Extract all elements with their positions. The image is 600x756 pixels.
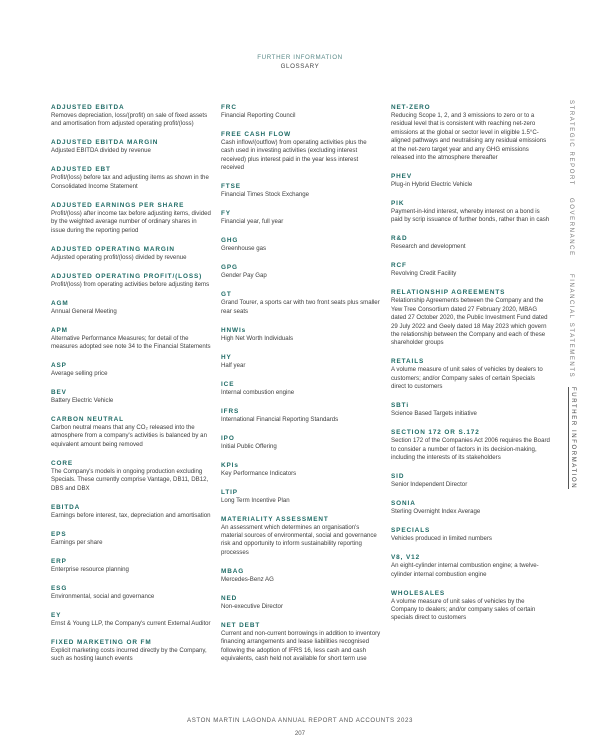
glossary-entry bbox=[391, 589, 551, 623]
glossary-definition: Adjusted operating profit/(loss) divided by revenue bbox=[51, 253, 187, 261]
glossary-definition: Half year bbox=[221, 361, 246, 369]
glossary-definition: Financial Reporting Council bbox=[221, 112, 296, 119]
glossary-definition: Initial Public Offering bbox=[221, 442, 277, 450]
glossary-column-2 bbox=[221, 103, 381, 673]
glossary-definition: Greenhouse gas bbox=[221, 245, 267, 253]
glossary-term: AGM bbox=[51, 299, 69, 307]
page-footer bbox=[0, 716, 600, 739]
glossary-term: IFRS bbox=[221, 407, 240, 415]
glossary-term: WHOLESALES bbox=[391, 589, 446, 597]
glossary-column-1 bbox=[51, 103, 211, 673]
glossary-term: HNWIs bbox=[221, 326, 247, 334]
glossary-term: FIXED MARKETING OR FM bbox=[51, 638, 152, 646]
glossary-term: GHG bbox=[221, 237, 239, 245]
glossary-entry bbox=[221, 236, 381, 253]
glossary-term: FY bbox=[221, 210, 231, 218]
glossary-term: ADJUSTED EBITDA MARGIN bbox=[51, 139, 159, 147]
nav-further-information[interactable]: FURTHER INFORMATION bbox=[570, 387, 576, 490]
glossary-definition: Carbon neutral means that any CO₂ released into the atmosphere from a company's activities is balanced by an equivalent amount being removed bbox=[51, 424, 207, 448]
glossary-definition: Plug-in Hybrid Electric Vehicle bbox=[391, 181, 473, 189]
glossary-entry bbox=[51, 557, 211, 574]
glossary-definition: High Net Worth Individuals bbox=[221, 334, 294, 342]
glossary-definition: Profit/(loss) before tax and adjusting items as shown in the Consolidated Income Statement bbox=[51, 174, 209, 190]
glossary-entry bbox=[391, 261, 551, 278]
glossary-definition: The Company's models in ongoing production excluding Specials. These currently comprise Vantage, DB11, DB12, DBS and DBX bbox=[51, 467, 209, 492]
glossary-entry bbox=[51, 503, 211, 520]
glossary-entry bbox=[221, 182, 381, 199]
glossary-definition: Financial Times Stock Exchange bbox=[221, 191, 310, 199]
glossary-definition: Battery Electric Vehicle bbox=[51, 397, 114, 405]
glossary-entry bbox=[221, 130, 381, 173]
glossary-entry bbox=[221, 434, 381, 451]
glossary-term: HY bbox=[221, 353, 232, 361]
glossary-definition: Profit/(loss) after income tax before adjusting items, divided by the weighted average number of ordinary shares in issue during the reporting period bbox=[51, 209, 211, 234]
glossary-term: CARBON NEUTRAL bbox=[51, 416, 124, 424]
glossary-term: ADJUSTED EARNINGS PER SHARE bbox=[51, 201, 185, 209]
glossary-entry bbox=[51, 103, 211, 129]
glossary-term: R&D bbox=[391, 235, 408, 243]
glossary-term: EPS bbox=[51, 530, 67, 538]
glossary-definition: Vehicles produced in limited numbers bbox=[391, 535, 492, 543]
glossary-term: V8, V12 bbox=[391, 554, 421, 562]
glossary-entry bbox=[221, 353, 381, 370]
glossary-entry bbox=[51, 611, 211, 628]
glossary-entry bbox=[51, 299, 211, 316]
glossary-term: EY bbox=[51, 611, 62, 619]
glossary-definition: Mercedes-Benz AG bbox=[221, 575, 274, 583]
nav-strategic-report[interactable]: STRATEGIC REPORT bbox=[568, 100, 574, 187]
glossary-entry bbox=[221, 380, 381, 397]
glossary-entry bbox=[51, 361, 211, 378]
glossary-entry bbox=[51, 459, 211, 493]
glossary-term: LTIP bbox=[221, 488, 238, 496]
glossary-entry bbox=[221, 103, 381, 120]
glossary-term: SBTi bbox=[391, 402, 410, 410]
glossary-definition: Relationship Agreements between the Company and the Yew Tree Consortium dated 27 February 2020, MBAG dated 27 October 2020, the Public Investment Fund dated 29 July 2022 and Geely dated 18 May 2023 which govern the relationship between the Company and each of these shareholder groups bbox=[391, 297, 548, 347]
glossary-entry bbox=[51, 245, 211, 262]
glossary-entry bbox=[51, 388, 211, 405]
glossary-entry bbox=[391, 288, 551, 347]
glossary-entry bbox=[51, 530, 211, 547]
glossary-entry bbox=[51, 415, 211, 449]
glossary-term: EBITDA bbox=[51, 503, 81, 511]
glossary-term: ADJUSTED EBT bbox=[51, 166, 111, 174]
glossary-definition: Earnings before interest, tax, depreciation and amortisation bbox=[51, 511, 211, 519]
glossary-definition: Earnings per share bbox=[51, 538, 103, 546]
nav-financial-statements[interactable]: FINANCIAL STATEMENTS bbox=[568, 274, 574, 379]
glossary-entry bbox=[391, 103, 551, 162]
glossary-term: ADJUSTED EBITDA bbox=[51, 104, 125, 111]
glossary-column-3 bbox=[391, 103, 551, 632]
glossary-term: RELATIONSHIP AGREEMENTS bbox=[391, 289, 506, 297]
glossary-definition: Long Term Incentive Plan bbox=[221, 496, 290, 504]
glossary-term: FREE CASH FLOW bbox=[221, 131, 292, 138]
glossary-entry bbox=[51, 272, 211, 289]
glossary-term: GPG bbox=[221, 264, 238, 272]
glossary-term: GT bbox=[221, 291, 232, 299]
glossary-entry bbox=[391, 472, 551, 489]
glossary-term: APM bbox=[51, 326, 68, 334]
glossary-definition: Grand Tourer, a sports car with two front seats plus smaller rear seats bbox=[221, 299, 380, 315]
glossary-term: NED bbox=[221, 594, 238, 602]
glossary-entry bbox=[51, 326, 211, 352]
glossary-definition: International Financial Reporting Standards bbox=[221, 415, 339, 423]
glossary-entry bbox=[221, 407, 381, 424]
glossary-entry bbox=[391, 526, 551, 543]
glossary-definition: An assessment which determines an organisation's material sources of environmental, social and governance risk and opportunity to inform sustainability reporting processes bbox=[221, 523, 377, 556]
glossary-entry bbox=[51, 584, 211, 601]
nav-governance[interactable]: GOVERNANCE bbox=[568, 198, 574, 257]
glossary-definition: Financial year, full year bbox=[221, 218, 284, 226]
glossary-entry bbox=[391, 553, 551, 579]
glossary-entry bbox=[51, 638, 211, 664]
glossary-term: ASP bbox=[51, 362, 67, 370]
glossary-entry bbox=[391, 234, 551, 251]
glossary-definition: Section 172 of the Companies Act 2006 requires the Board to consider a number of factors in its decision-making, including the interests of its stakeholders bbox=[391, 437, 550, 462]
glossary-term: NET-ZERO bbox=[391, 104, 431, 111]
glossary-term: SPECIALS bbox=[391, 527, 431, 535]
glossary-entry bbox=[391, 357, 551, 391]
glossary-term: ADJUSTED OPERATING MARGIN bbox=[51, 245, 175, 253]
glossary-definition: Research and development bbox=[391, 243, 466, 251]
glossary-term: BEV bbox=[51, 389, 67, 397]
glossary-definition: Sterling Overnight Index Average bbox=[391, 508, 481, 516]
glossary-term: ADJUSTED OPERATING PROFIT/(LOSS) bbox=[51, 272, 203, 280]
glossary-definition: Environmental, social and governance bbox=[51, 592, 155, 600]
glossary-term: IPO bbox=[221, 434, 235, 442]
glossary-entry bbox=[221, 567, 381, 584]
glossary-definition: Internal combustion engine bbox=[221, 388, 295, 396]
glossary-entry bbox=[221, 461, 381, 478]
glossary-term: MBAG bbox=[221, 567, 245, 575]
glossary-entry bbox=[51, 138, 211, 155]
glossary-definition: Explicit marketing costs incurred directly by the Company, such as hosting launch events bbox=[51, 646, 207, 663]
glossary-term: PHEV bbox=[391, 173, 413, 181]
page-title: GLOSSARY bbox=[280, 63, 320, 70]
glossary-definition: Senior Independent Director bbox=[391, 481, 468, 489]
glossary-definition: Revolving Credit Facility bbox=[391, 270, 457, 278]
glossary-entry bbox=[391, 199, 551, 225]
glossary-definition: Key Performance Indicators bbox=[221, 469, 297, 477]
glossary-definition: Removes depreciation, loss/(profit) on sale of fixed assets and amortisation from adjusted operating profit/(loss) bbox=[51, 112, 208, 128]
glossary-term: SECTION 172 OR S.172 bbox=[391, 429, 480, 437]
glossary-term: ERP bbox=[51, 557, 67, 565]
glossary-entry bbox=[391, 401, 551, 418]
page-header bbox=[0, 54, 600, 71]
glossary-definition: Current and non-current borrowings in addition to inventory financing arrangements and lease liabilities recognised following the adoption of IFRS 16, less cash and cash equivalents, cash held not available for short term use bbox=[221, 629, 381, 663]
glossary-term: FRC bbox=[221, 104, 237, 111]
glossary-definition: Payment-in-kind interest, whereby interest on a bond is paid by scrip issuance of further bonds, rather than in cash bbox=[391, 208, 550, 224]
glossary-entry bbox=[51, 165, 211, 191]
glossary-definition: An eight-cylinder internal combustion engine; a twelve-cylinder internal combustion engine bbox=[391, 562, 539, 578]
glossary-definition: Adjusted EBITDA divided by revenue bbox=[51, 147, 151, 155]
page-number: 207 bbox=[294, 730, 306, 737]
glossary-entry bbox=[51, 201, 211, 235]
glossary-entry bbox=[221, 488, 381, 505]
glossary-definition: Enterprise resource planning bbox=[51, 565, 129, 573]
glossary-definition: Profit/(loss) from operating activities before adjusting items bbox=[51, 280, 210, 288]
glossary-term: CORE bbox=[51, 459, 74, 467]
glossary-entry bbox=[221, 326, 381, 343]
glossary-term: NET DEBT bbox=[221, 621, 261, 629]
glossary-definition: Cash inflow/(outflow) from operating activities plus the cash used in investing activities (excluding interest received) plus interest paid in the year less interest received bbox=[221, 139, 367, 172]
glossary-definition: A volume measure of unit sales of vehicles by dealers to customers; and/or Company sales of certain Specials direct to customers bbox=[391, 366, 543, 391]
glossary-term: SID bbox=[391, 473, 405, 481]
glossary-term: RCF bbox=[391, 262, 407, 270]
glossary-term: RETAILS bbox=[391, 358, 425, 366]
glossary-entry bbox=[391, 428, 551, 462]
glossary-definition: Alternative Performance Measures; for detail of the measures adopted see note 34 to the Financial Statements bbox=[51, 334, 211, 351]
glossary-entry bbox=[221, 621, 381, 664]
report-title: ASTON MARTIN LAGONDA ANNUAL REPORT AND ACCOUNTS 2023 bbox=[187, 717, 413, 724]
glossary-definition: Ernst & Young LLP, the Company's current External Auditor bbox=[51, 619, 211, 627]
section-label: FURTHER INFORMATION bbox=[257, 54, 343, 61]
glossary-term: ICE bbox=[221, 380, 235, 388]
glossary-entry bbox=[221, 209, 381, 226]
glossary-definition: Average selling price bbox=[51, 370, 108, 378]
glossary-definition: Annual General Meeting bbox=[51, 307, 117, 315]
glossary-definition: Non-executive Director bbox=[221, 602, 283, 610]
glossary-entry bbox=[221, 594, 381, 611]
glossary-entry bbox=[221, 515, 381, 558]
glossary-term: SONIA bbox=[391, 500, 416, 508]
glossary-term: ESG bbox=[51, 584, 68, 592]
glossary-entry bbox=[391, 172, 551, 189]
glossary-term: MATERIALITY ASSESSMENT bbox=[221, 515, 329, 523]
glossary-entry bbox=[221, 263, 381, 280]
glossary-entry bbox=[221, 290, 381, 316]
glossary-term: PIK bbox=[391, 200, 405, 208]
glossary-definition: Gender Pay Gap bbox=[221, 272, 267, 280]
glossary-definition: A volume measure of unit sales of vehicles by the Company to dealers; and/or company sales of certain specials direct to customers bbox=[391, 597, 536, 622]
glossary-term: KPIs bbox=[221, 461, 239, 469]
glossary-term: FTSE bbox=[221, 183, 241, 191]
glossary-definition: Reducing Scope 1, 2, and 3 emissions to zero or to a residual level that is consistent with reaching net-zero emissions at the global or sector level in eligible 1.5°C-aligned pathways and neutralising any residual emissions at the net-zero target year and any GHG emissions released into the atmosphere thereafter bbox=[391, 112, 547, 162]
glossary-definition: Science Based Targets initiative bbox=[391, 410, 477, 418]
glossary-entry bbox=[391, 499, 551, 516]
